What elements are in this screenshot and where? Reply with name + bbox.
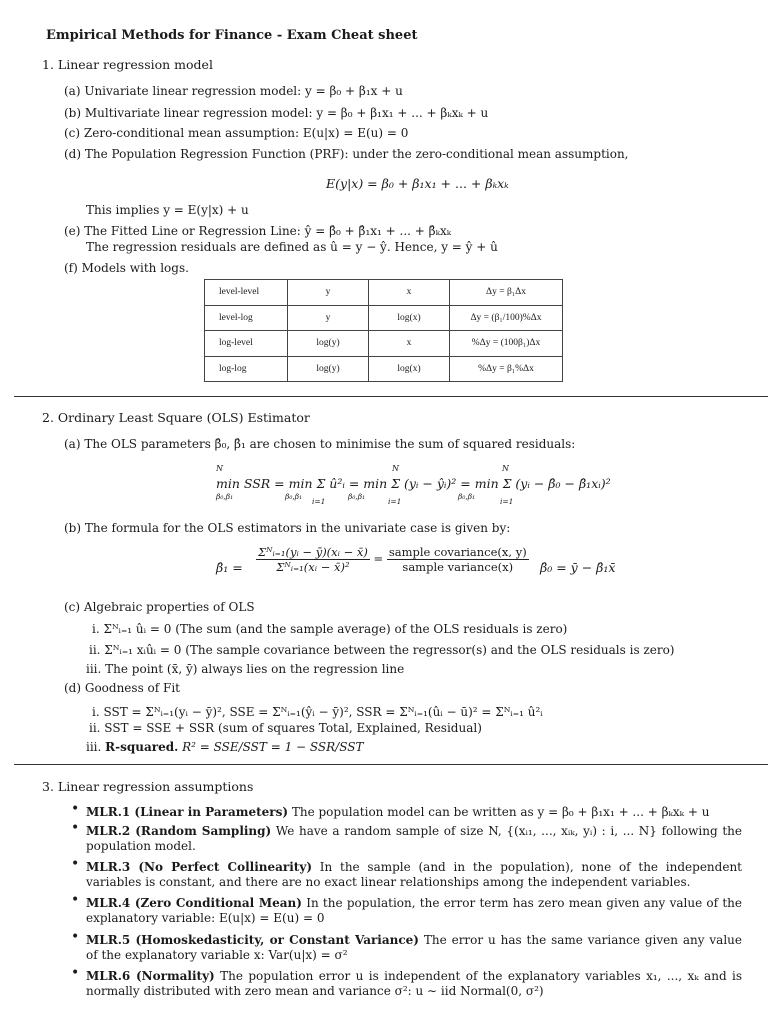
bullet: •: [71, 965, 80, 981]
goodness-of-fit-2: ii. SST = SSE + SSR (sum of squares Total, Explained, Residual): [89, 721, 482, 735]
beta1-numerator: Σᴺᵢ₌₁(yᵢ − ȳ)(xᵢ − x̄): [258, 545, 368, 559]
sum-upper-limit-2: N: [392, 464, 399, 473]
section-2-item-c: (c) Algebraic properties of OLS: [64, 600, 255, 614]
table-cell: %Δy = (100β₁)Δx: [450, 331, 563, 357]
table-cell: log(y): [288, 331, 369, 357]
table-cell: %Δy = β₁%Δx: [450, 356, 563, 382]
min-subscript-2: β₀,β₁: [285, 492, 303, 501]
section-3-heading: 3. Linear regression assumptions: [42, 779, 254, 794]
assumption-text: In the population, the error term has zero mean given any value of the explanatory variable: E(u|x) = E(u) = 0: [86, 896, 743, 925]
table-cell: y: [288, 305, 369, 331]
assumption-label: MLR.4 (Zero Conditional Mean): [86, 896, 302, 910]
assumption-mlr1: [86, 805, 742, 820]
section-2-item-b: (b) The formula for the OLS estimators in the univariate case is given by:: [64, 521, 511, 535]
table-cell: level-log: [205, 305, 288, 331]
assumption-label: MLR.3 (No Perfect Collinearity): [86, 860, 312, 874]
section-1-item-b: (b) Multivariate linear regression model: y = β₀ + β₁x₁ + ... + βₖxₖ + u: [64, 106, 489, 120]
assumption-text: We have a random sample of size N, {(xᵢ₁, ..., xᵢₖ, yᵢ) : i, ... N} following the population model.: [86, 824, 742, 853]
beta1-formula: [256, 545, 370, 574]
assumption-label: MLR.2 (Random Sampling): [86, 824, 272, 838]
sum-lower-limit-2: i=1: [388, 497, 402, 506]
beta0-hat-equation: β̂₀ = ȳ − β̂₁x̄: [540, 560, 616, 575]
beta1-verbal-formula: [387, 545, 529, 574]
section-1-item-e: (e) The Fitted Line or Regression Line: ŷ = β̂₀ + β̂₁x₁ + ... + β̂ₖxₖ: [64, 224, 452, 238]
bullet: •: [71, 892, 80, 908]
page-title: Empirical Methods for Finance - Exam Cheat sheet: [46, 28, 418, 43]
section-divider: [14, 396, 768, 397]
table-cell: log(y): [288, 356, 369, 382]
table-cell: Δy = β₁Δx: [450, 280, 563, 306]
bullet: •: [71, 856, 80, 872]
section-2-item-a: (a) The OLS parameters β̂₀, β̂₁ are chosen to minimise the sum of squared residuals:: [64, 437, 576, 451]
assumption-mlr5: [86, 933, 742, 963]
log-models-table: [204, 279, 563, 382]
beta1-hat-lhs: β̂₁ =: [216, 560, 243, 575]
bullet: •: [71, 820, 80, 836]
table-row: [205, 331, 563, 357]
bullet: •: [71, 801, 80, 817]
residuals-definition: The regression residuals are defined as û = y − ŷ. Hence, y = ŷ + û: [86, 240, 498, 254]
bullet: •: [71, 929, 80, 945]
table-cell: log(x): [369, 305, 450, 331]
sum-lower-limit-1: i=1: [312, 497, 326, 506]
table-cell: level-level: [205, 280, 288, 306]
assumption-text: The error u has the same variance given any value of the explanatory variable x: Var(u|x) = σ²: [86, 933, 742, 962]
section-1-item-a: (a) Univariate linear regression model: y = β₀ + β₁x + u: [64, 84, 403, 98]
table-cell: log(x): [369, 356, 450, 382]
section-1-item-f: (f) Models with logs.: [64, 261, 189, 275]
beta1-denominator: Σᴺᵢ₌₁(xᵢ − x̄)²: [276, 560, 350, 574]
section-1-item-d: (d) The Population Regression Function (PRF): under the zero-conditional mean assumption,: [64, 147, 629, 161]
assumption-label: MLR.5 (Homoskedasticity, or Constant Variance): [86, 933, 419, 947]
sum-lower-limit-3: i=1: [500, 497, 514, 506]
ols-property-3: iii. The point (x̄, ȳ) always lies on the regression line: [86, 662, 405, 676]
section-1-heading: 1. Linear regression model: [42, 57, 213, 72]
section-divider: [14, 764, 768, 765]
assumption-label: MLR.1 (Linear in Parameters): [86, 805, 289, 819]
prf-equation: E(y|x) = β₀ + β₁x₁ + ... + βₖxₖ: [326, 176, 509, 191]
section-1-item-c: (c) Zero-conditional mean assumption: E(u|x) = E(u) = 0: [64, 126, 409, 140]
min-subscript-4: β₀,β₁: [458, 492, 476, 501]
covariance-numerator: sample covariance(x, y): [388, 545, 527, 559]
table-cell: x: [369, 280, 450, 306]
prf-implies: This implies y = E(y|x) + u: [86, 203, 249, 217]
table-cell: log-level: [205, 331, 288, 357]
section-2-heading: 2. Ordinary Least Square (OLS) Estimator: [42, 410, 310, 425]
assumption-text: In the sample (and in the population), none of the independent variables is constant, and there are no exact linear relationships among the independent variables.: [86, 860, 742, 889]
assumption-mlr2: [86, 824, 742, 854]
assumption-text: The population error u is independent of the explanatory variables x₁, ..., xₖ and is normally distributed with zero mean and variance σ²: u ∼ iid Normal(0, σ²): [86, 969, 743, 998]
assumption-label: MLR.6 (Normality): [86, 969, 215, 983]
goodness-of-fit-3-number: iii.: [86, 740, 102, 754]
table-row: [205, 280, 563, 306]
table-row: [205, 305, 563, 331]
ols-minimisation-equation: min SSR = min Σ û²ᵢ = min Σ (yᵢ − ŷᵢ)² = min Σ (yᵢ − β̂₀ − β̂₁xᵢ)²: [216, 476, 611, 491]
assumption-text: The population model can be written as y = β₀ + β₁x₁ + ... + βₖxₖ + u: [288, 805, 710, 819]
table-cell: x: [369, 331, 450, 357]
sum-upper-limit-3: N: [502, 464, 509, 473]
assumption-mlr4: [86, 896, 742, 926]
assumption-mlr3: [86, 860, 742, 890]
assumption-mlr6: [86, 969, 742, 999]
table-row: [205, 356, 563, 382]
table-cell: Δy = (β₁/100)%Δx: [450, 305, 563, 331]
r-squared-equation: R² = SSE/SST = 1 − SSR/SST: [182, 740, 364, 754]
beta1-fraction: $\frac{\text{Σᴺᵢ₌₁(yᵢ − ȳ)(xᵢ − x̄)}}{\text{Σᴺᵢ₌₁(xᵢ − x̄)²}}$ = $\frac{\text{sample covariance(x, y)}}{\text{sample variance(x)}}$: [258, 545, 527, 574]
variance-denominator: sample variance(x): [402, 560, 514, 574]
ols-property-1: i. Σᴺᵢ₌₁ ûᵢ = 0 (The sum (and the sample average) of the OLS residuals is zero): [92, 622, 568, 636]
min-subscript-1: β₀,β₁: [216, 492, 234, 501]
table-cell: y: [288, 280, 369, 306]
r-squared-label: R-squared.: [105, 740, 179, 754]
goodness-of-fit-1: i. SST = Σᴺᵢ₌₁(yᵢ − ȳ)², SSE = Σᴺᵢ₌₁(ŷᵢ − ȳ)², SSR = Σᴺᵢ₌₁(ûᵢ − ū)² = Σᴺᵢ₌₁ û²ᵢ: [92, 705, 543, 719]
section-2-item-d: (d) Goodness of Fit: [64, 681, 181, 695]
min-subscript-3: β₀,β₁: [348, 492, 366, 501]
goodness-of-fit-3: [86, 740, 363, 754]
ols-property-2: ii. Σᴺᵢ₌₁ xᵢûᵢ = 0 (The sample covariance between the regressor(s) and the OLS residuals is zero): [89, 643, 675, 657]
sum-upper-limit-1: N: [216, 464, 223, 473]
table-cell: log-log: [205, 356, 288, 382]
